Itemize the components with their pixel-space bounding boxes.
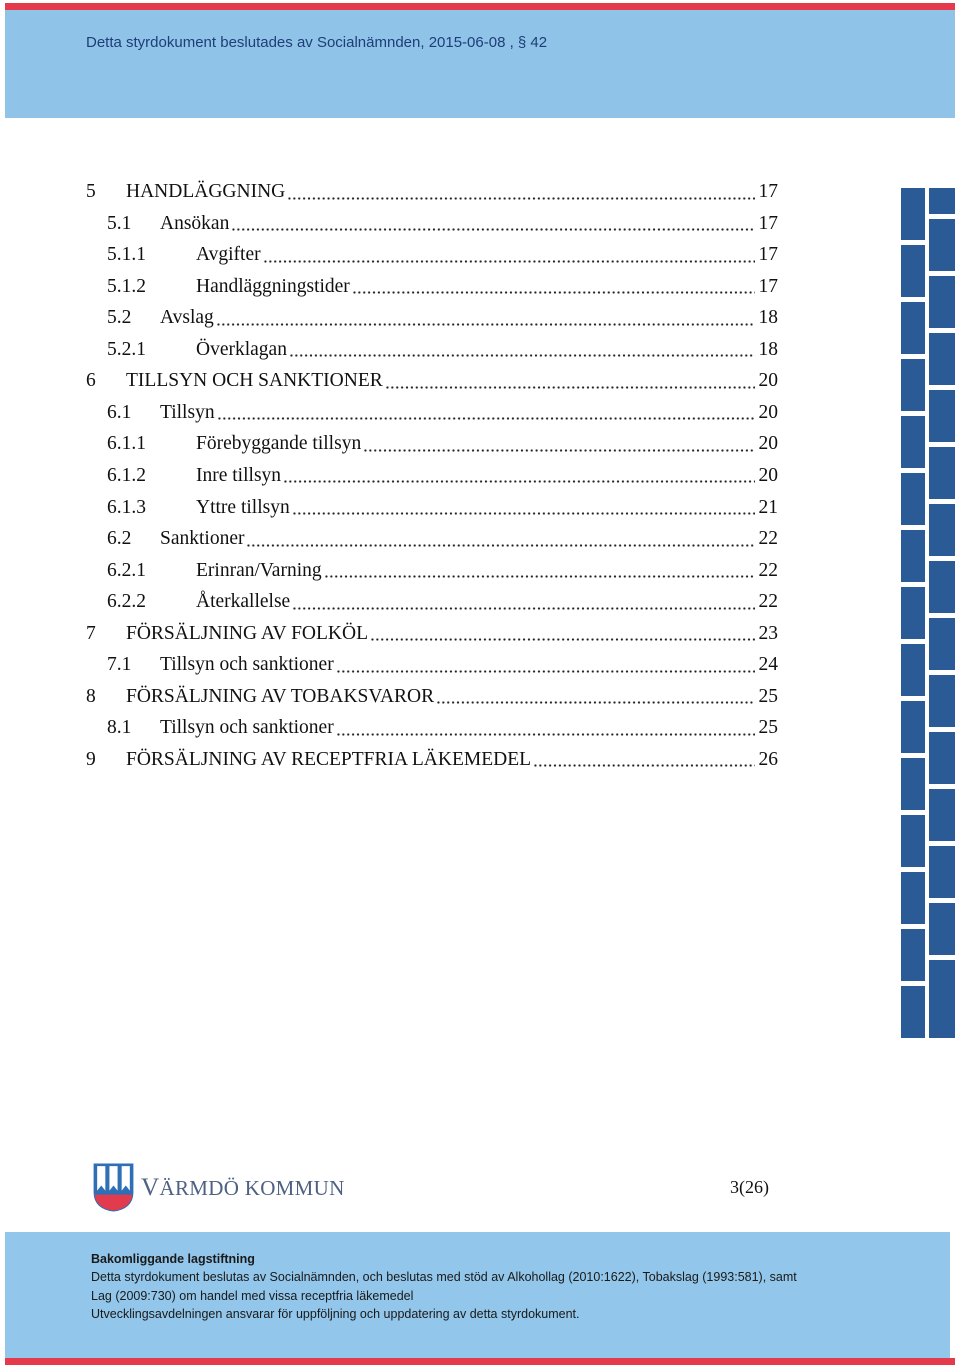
- toc-entry-number: 5.1.2: [107, 275, 146, 297]
- footer-band: [5, 1232, 950, 1358]
- toc-entry[interactable]: [0, 275, 778, 299]
- toc-entry-page: 18: [758, 338, 778, 360]
- toc-leader-dots: [263, 243, 755, 267]
- footer-heading: Bakomliggande lagstiftning: [91, 1252, 255, 1266]
- toc-entry-page: 25: [758, 685, 778, 707]
- toc-entry[interactable]: [0, 306, 778, 330]
- toc-entry-number: 7: [86, 622, 96, 644]
- toc-entry-number: 7.1: [107, 654, 132, 676]
- page-number: 3(26): [730, 1177, 769, 1197]
- decorative-block-strip-right: [929, 188, 955, 1038]
- toc-entry-page: 20: [758, 464, 778, 486]
- toc-entry[interactable]: [0, 212, 778, 236]
- toc-entry-page: 17: [758, 275, 778, 297]
- toc-entry-title: Tillsyn och sanktioner: [160, 717, 334, 739]
- toc-leader-dots: [363, 432, 754, 456]
- toc-entry-page: 22: [758, 591, 778, 613]
- toc-entry-page: 20: [758, 433, 778, 455]
- toc-entry-number: 6.2.1: [107, 559, 146, 581]
- toc-leader-dots: [370, 622, 755, 646]
- toc-entry-number: 6: [86, 370, 96, 392]
- toc-entry-title: Återkallelse: [196, 591, 291, 613]
- toc-entry-number: 6.1.1: [107, 433, 146, 455]
- toc-leader-dots: [289, 338, 755, 362]
- toc-leader-dots: [287, 180, 754, 204]
- toc-entry-number: 8: [86, 685, 96, 707]
- toc-entry[interactable]: [0, 590, 778, 614]
- toc-entry[interactable]: [0, 369, 778, 393]
- toc-entry-title: FÖRSÄLJNING AV FOLKÖL: [126, 622, 368, 644]
- toc-leader-dots: [216, 306, 755, 330]
- toc-entry-number: 8.1: [107, 717, 132, 739]
- toc-entry-page: 23: [758, 622, 778, 644]
- toc-entry-title: Avgifter: [196, 244, 261, 266]
- toc-entry-number: 5.1.1: [107, 244, 146, 266]
- toc-entry[interactable]: [0, 748, 778, 772]
- toc-entry-title: Överklagan: [196, 338, 287, 360]
- toc-entry-number: 5: [86, 181, 96, 202]
- toc-entry-number: 6.1: [107, 401, 132, 423]
- toc-entry[interactable]: [0, 464, 778, 488]
- toc-leader-dots: [292, 496, 755, 520]
- toc-entry-title: Sanktioner: [160, 528, 245, 550]
- toc-leader-dots: [246, 527, 754, 551]
- toc-entry-title: FÖRSÄLJNING AV RECEPTFRIA LÄKEMEDEL: [126, 748, 532, 770]
- toc-entry-number: 5.2: [107, 307, 132, 329]
- toc-entry[interactable]: [0, 559, 778, 583]
- toc-leader-dots: [436, 685, 754, 709]
- toc-entry-title: Tillsyn och sanktioner: [160, 654, 334, 676]
- header-band: [5, 10, 955, 118]
- toc-entry-number: 6.2: [107, 528, 132, 550]
- toc-entry-page: 25: [758, 717, 778, 739]
- toc-entry[interactable]: [0, 685, 778, 709]
- toc-leader-dots: [217, 401, 755, 425]
- footer-line: Detta styrdokument beslutas av Socialnämnden, och beslutas med stöd av Alkohollag (2010:1622), Tobakslag (1993:581), samt: [91, 1270, 797, 1285]
- toc-entry-title: HANDLÄGGNING: [126, 181, 286, 202]
- decorative-block-strip-left: [901, 188, 925, 1038]
- toc-entry-title: Erinran/Varning: [196, 559, 322, 581]
- toc-entry-page: 20: [758, 401, 778, 423]
- varmdo-kommun-logo: [93, 1163, 353, 1213]
- footer-line: Utvecklingsavdelningen ansvarar för uppföljning och uppdatering av detta styrdokument.: [91, 1307, 580, 1322]
- toc-entry-page: 17: [758, 212, 778, 234]
- toc-entry-page: 21: [758, 496, 778, 518]
- toc-entry-title: Avslag: [160, 307, 214, 329]
- toc-entry[interactable]: [0, 243, 778, 267]
- toc-entry-page: 24: [758, 654, 778, 676]
- toc-entry-page: 22: [758, 528, 778, 550]
- footer-line: Lag (2009:730) om handel med vissa receptfria läkemedel: [91, 1288, 414, 1303]
- toc-entry-title: Förebyggande tillsyn: [196, 433, 362, 455]
- toc-entry-number: 5.2.1: [107, 338, 146, 360]
- toc-leader-dots: [324, 559, 755, 583]
- toc-entry-number: 6.1.3: [107, 496, 146, 518]
- toc-entry-number: 6.1.2: [107, 464, 146, 486]
- toc-entry-page: 22: [758, 559, 778, 581]
- toc-entry-page: 20: [758, 370, 778, 392]
- toc-entry-number: 9: [86, 748, 96, 770]
- toc-entry-number: 5.1: [107, 212, 132, 234]
- toc-entry[interactable]: [0, 527, 778, 551]
- toc-entry-page: 26: [758, 748, 778, 770]
- toc-entry[interactable]: [0, 716, 778, 740]
- toc-entry-title: Tillsyn: [160, 401, 215, 423]
- toc-entry[interactable]: [0, 622, 778, 646]
- toc-entry[interactable]: [0, 338, 778, 362]
- header-decision-text: Detta styrdokument beslutades av Socialnämnden, 2015-06-08 , § 42: [86, 34, 548, 51]
- toc-entry-page: 18: [758, 307, 778, 329]
- top-accent-bar: [5, 3, 955, 10]
- toc-entry[interactable]: [0, 653, 778, 677]
- bottom-accent-bar: [5, 1358, 955, 1365]
- toc-entry-title: Inre tillsyn: [196, 464, 282, 486]
- toc-leader-dots: [336, 716, 755, 740]
- toc-leader-dots: [336, 653, 755, 677]
- logo-wordmark: VÄRMDÖ KOMMUN: [141, 1174, 345, 1201]
- toc-leader-dots: [231, 212, 754, 236]
- toc-entry-title: FÖRSÄLJNING AV TOBAKSVAROR: [126, 685, 435, 707]
- toc-entry-title: TILLSYN OCH SANKTIONER: [126, 370, 383, 392]
- coat-of-arms-icon: [93, 1163, 134, 1212]
- toc-entry-title: Ansökan: [160, 212, 230, 234]
- toc-entry-title: Handläggningstider: [196, 275, 350, 297]
- toc-entry-title: Yttre tillsyn: [196, 496, 290, 518]
- toc-entry[interactable]: [0, 401, 778, 425]
- toc-entry[interactable]: [0, 432, 778, 456]
- toc-entry-number: 6.2.2: [107, 591, 146, 613]
- toc-leader-dots: [533, 748, 754, 772]
- toc-leader-dots: [283, 464, 754, 488]
- toc-leader-dots: [292, 590, 754, 614]
- toc-entry-page: 17: [758, 244, 778, 266]
- toc-entry[interactable]: [0, 496, 778, 520]
- toc-entry[interactable]: [0, 180, 778, 204]
- toc-leader-dots: [385, 369, 755, 393]
- toc-entry-page: 17: [758, 181, 778, 202]
- toc-leader-dots: [352, 275, 755, 299]
